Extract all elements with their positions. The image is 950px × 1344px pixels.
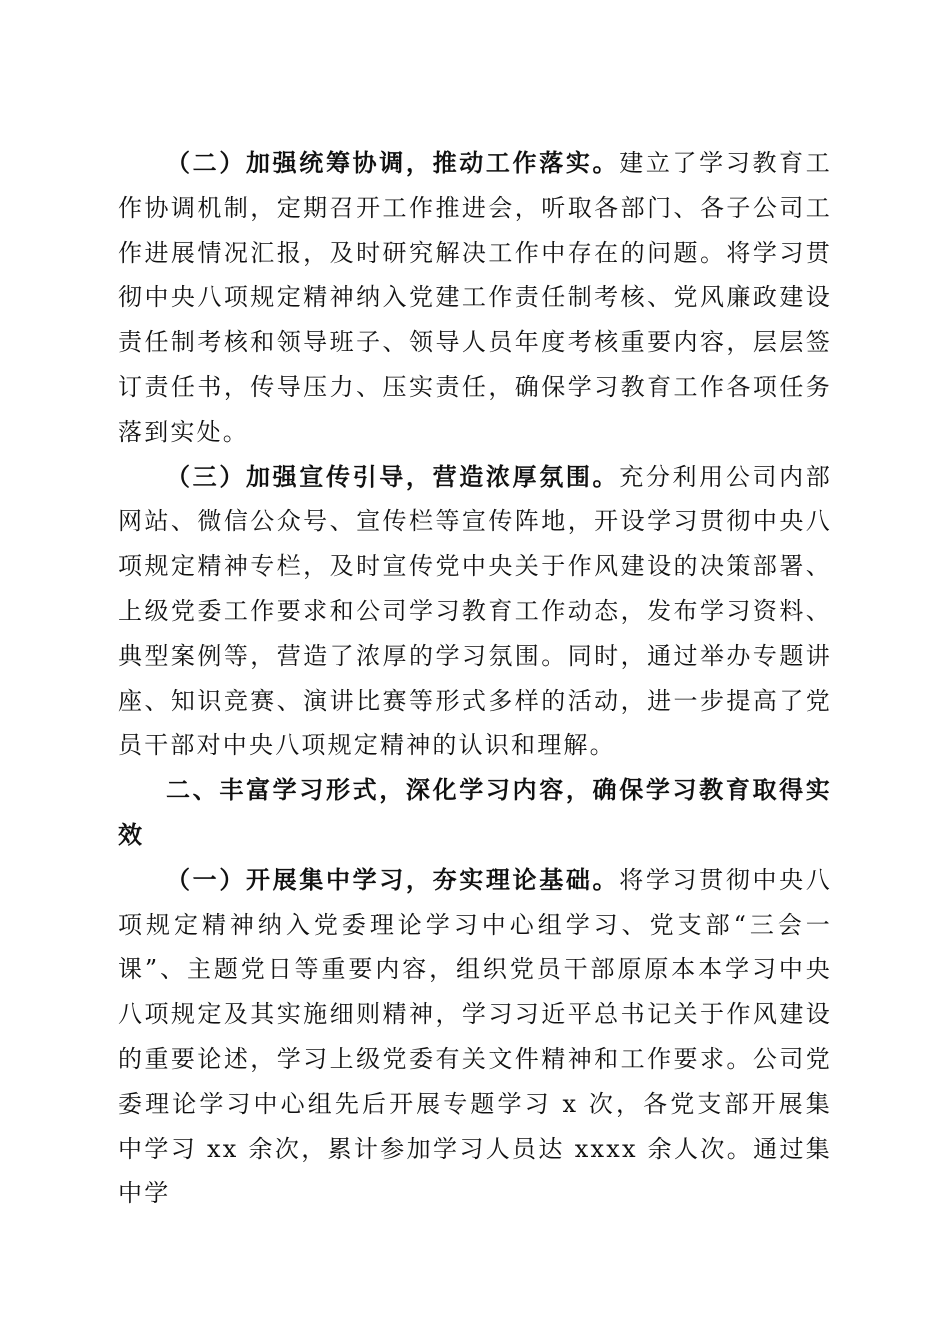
subheading-centralized-study: （一）开展集中学习，夯实理论基础。 xyxy=(166,865,620,894)
section-title: 二、丰富学习形式，深化学习内容，确保学习教育取得实效 xyxy=(118,776,832,849)
paragraph-centralized-study xyxy=(118,858,832,1216)
subheading-publicity: （三）加强宣传引导，营造浓厚氛围。 xyxy=(166,462,620,491)
paragraph-publicity xyxy=(118,455,832,769)
paragraph-coordination xyxy=(118,141,832,455)
subheading-coordination: （二）加强统筹协调，推动工作落实。 xyxy=(166,149,620,177)
paragraph-publicity-text: 充分利用公司内部网站、微信公众号、宣传栏等宣传阵地，开设学习贯彻中央八项规定精神专栏，及时宣传党中央关于作风建设的决策部署、上级党委工作要求和公司学习教育工作动态，发布学习资料、典型案例等，营造了浓厚的学习氛围。同时，通过举办专题讲座、知识竞赛、演讲比赛等形式多样的活动，进一步提高了党员干部对中央八项规定精神的认识和理解。 xyxy=(118,462,832,760)
paragraph-centralized-study-text: 将学习贯彻中央八项规定精神纳入党委理论学习中心组学习、党支部“三会一课”、主题党日等重要内容，组织党员干部原原本本学习中央八项规定及其实施细则精神，学习习近平总书记关于作风建设的重要论述，学习上级党委有关文件精神和工作要求。公司党委理论学习中心组先后开展专题学习 x 次，各党支部开展集中学习 xx 余次，累计参加学习人员达 xxxx 余人次。通过集中学 xyxy=(118,865,832,1208)
document-body xyxy=(118,141,832,1216)
paragraph-coordination-text: 建立了学习教育工作协调机制，定期召开工作推进会，听取各部门、各子公司工作进展情况汇报，及时研究解决工作中存在的问题。将学习贯彻中央八项规定精神纳入党建工作责任制考核、党风廉政建设责任制考核和领导班子、领导人员年度考核重要内容，层层签订责任书，传导压力、压实责任，确保学习教育工作各项任务落到实处。 xyxy=(118,149,832,446)
